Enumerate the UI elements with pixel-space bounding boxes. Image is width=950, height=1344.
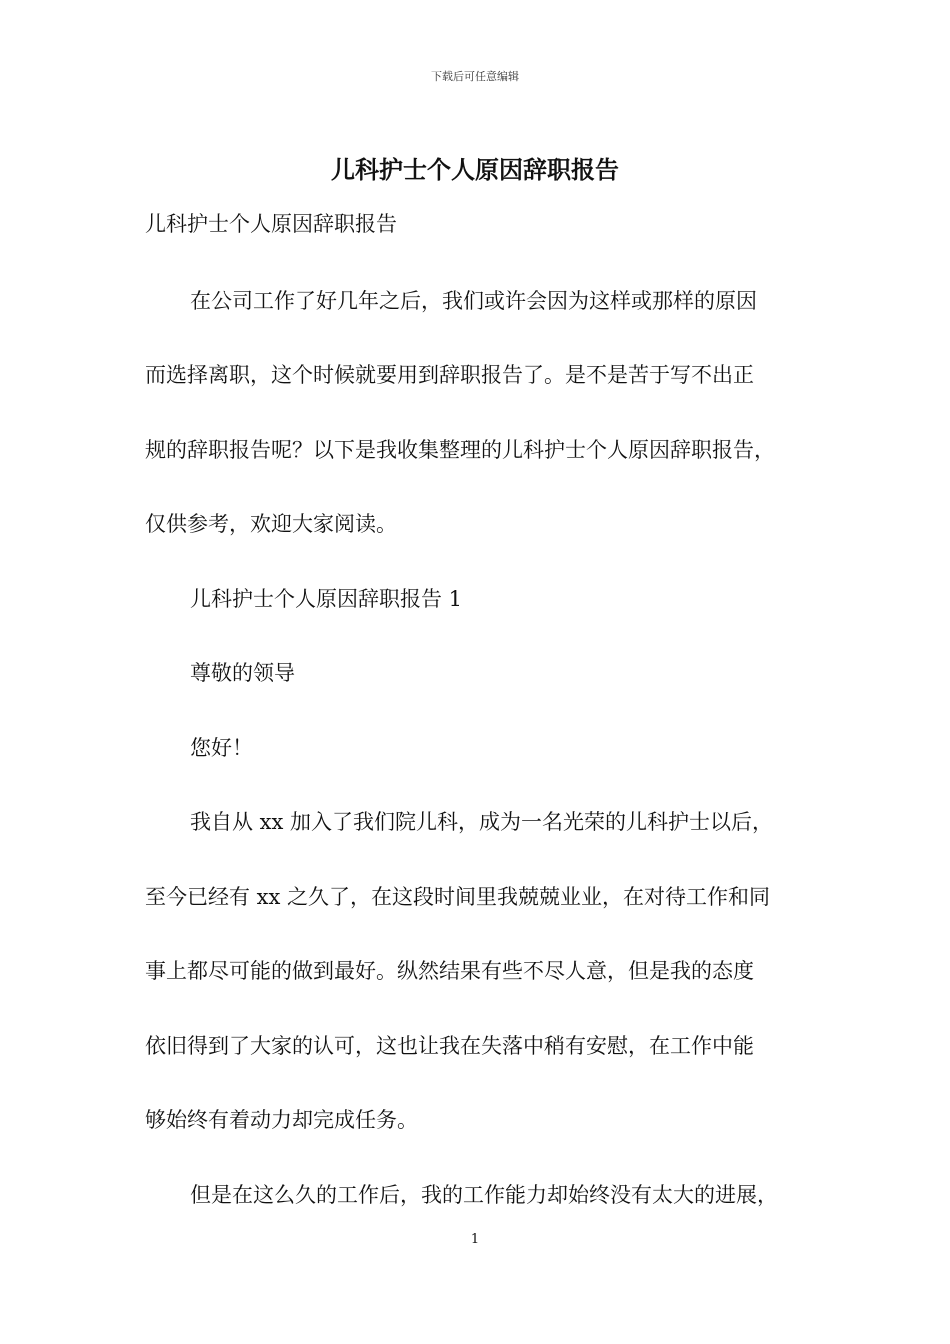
body-line: 规的辞职报告呢？以下是我收集整理的儿科护士个人原因辞职报告， xyxy=(145,438,775,462)
body-line: 在公司工作了好几年之后，我们或许会因为这样或那样的原因 xyxy=(190,289,757,313)
body-line: 仅供参考，欢迎大家阅读。 xyxy=(145,512,397,536)
document-subtitle: 儿科护士个人原因辞职报告 xyxy=(145,212,397,236)
page-header-note: 下载后可任意编辑 xyxy=(431,70,519,83)
body-line: 至今已经有 xx 之久了，在这段时间里我兢兢业业，在对待工作和同 xyxy=(145,885,771,909)
body-line: 但是在这么久的工作后，我的工作能力却始终没有太大的进展， xyxy=(190,1183,778,1207)
body-line: 事上都尽可能的做到最好。纵然结果有些不尽人意，但是我的态度 xyxy=(145,959,754,983)
document-title: 儿科护士个人原因辞职报告 xyxy=(331,155,619,184)
body-line: 您好！ xyxy=(190,736,253,760)
body-line: 依旧得到了大家的认可，这也让我在失落中稍有安慰，在工作中能 xyxy=(145,1034,754,1058)
body-line: 尊敬的领导 xyxy=(190,661,295,685)
body-line: 我自从 xx 加入了我们院儿科，成为一名光荣的儿科护士以后， xyxy=(190,810,774,834)
body-line: 够始终有着动力却完成任务。 xyxy=(145,1108,418,1132)
body-line: 儿科护士个人原因辞职报告 1 xyxy=(190,587,463,611)
body-line: 而选择离职，这个时候就要用到辞职报告了。是不是苦于写不出正 xyxy=(145,363,754,387)
page-number: 1 xyxy=(470,1232,480,1247)
